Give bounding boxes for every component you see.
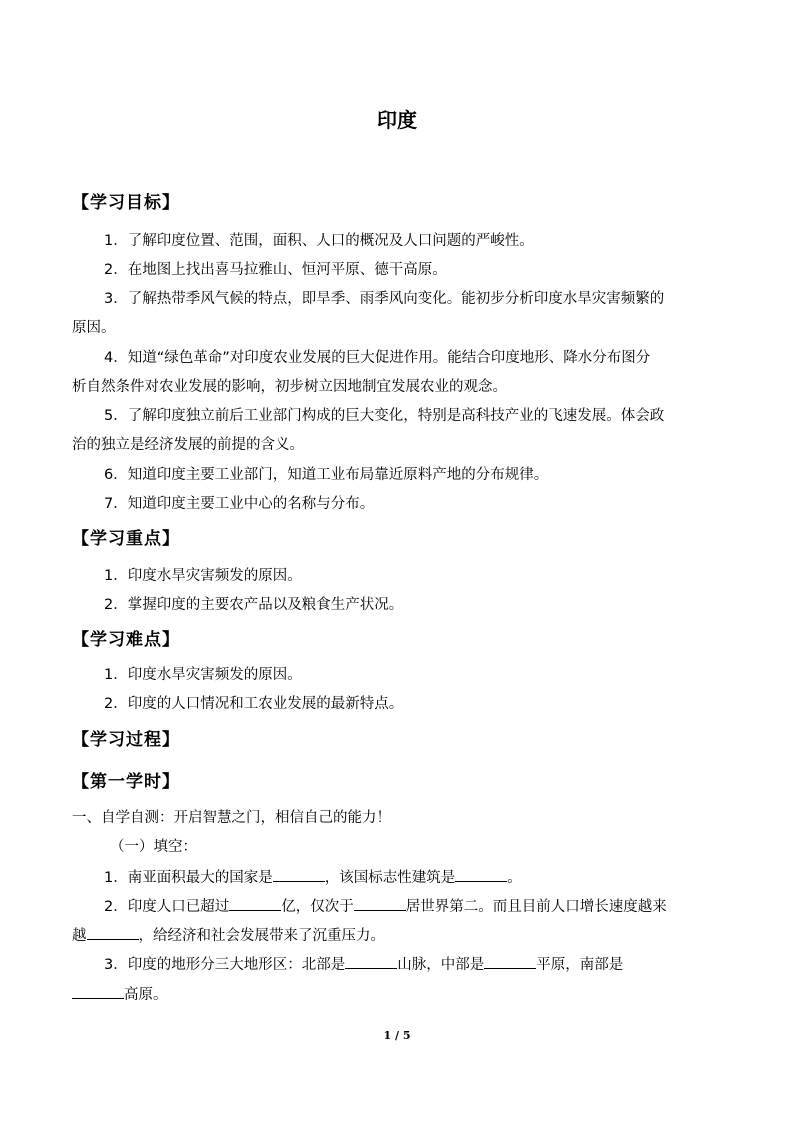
blank-field[interactable] <box>229 895 281 911</box>
fill-blank-subheading: （一）填空： <box>110 839 197 855</box>
self-test-heading: 一、自学自测：开启智慧之门，相信自己的能力！ <box>72 810 391 826</box>
blank-field[interactable] <box>87 924 139 940</box>
section-heading-difficult: 【学习难点】 <box>72 630 180 650</box>
section-heading-process: 【学习过程】 <box>72 730 180 750</box>
blank-field[interactable] <box>354 895 406 911</box>
question-3 <box>104 953 623 975</box>
blank-field[interactable] <box>72 983 124 999</box>
blank-field[interactable] <box>484 953 536 969</box>
goal-line: 1．了解印度位置、范围，面积、人口的概况及人口问题的严峻性。 <box>104 233 534 249</box>
q2-text-d: 越 <box>72 928 87 944</box>
blank-field[interactable] <box>345 953 397 969</box>
q1-text-b: ，该国标志性建筑是 <box>324 870 456 886</box>
goal-line: 治的独立是经济发展的前提的含义。 <box>72 437 304 453</box>
question-1 <box>104 866 522 888</box>
goal-line: 4．知道“绿色革命”对印度农业发展的巨大促进作用。能结合印度地形、降水分布图分 <box>104 350 651 366</box>
q2-text-a: 2．印度人口已超过 <box>104 899 230 915</box>
section-heading-lesson1: 【第一学时】 <box>72 772 180 792</box>
key-point-line: 1．印度水旱灾害频发的原因。 <box>104 568 302 584</box>
goal-line: 原因。 <box>72 320 116 336</box>
q2-text-b: 亿，仅次于 <box>281 899 354 915</box>
q3-text-c: 平原，南部是 <box>536 957 624 973</box>
goal-line: 析自然条件对农业发展的影响，初步树立因地制宜发展农业的观念。 <box>72 379 507 395</box>
q1-text-a: 1．南亚面积最大的国家是 <box>104 870 273 886</box>
q3-text-b: 山脉，中部是 <box>397 957 485 973</box>
question-2 <box>104 895 667 917</box>
blank-field[interactable] <box>455 866 507 882</box>
q2-text-c: 居世界第二。而且目前人口增长速度越来 <box>405 899 667 915</box>
goal-line: 7．知道印度主要工业中心的名称与分布。 <box>104 496 375 512</box>
goal-line: 5．了解印度独立前后工业部门构成的巨大变化，特别是高科技产业的飞速发展。体会政 <box>104 408 665 424</box>
key-point-line: 2．掌握印度的主要农产品以及粮食生产状况。 <box>104 597 404 613</box>
goal-line: 2．在地图上找出喜马拉雅山、恒河平原、德干高原。 <box>104 262 447 278</box>
section-heading-key: 【学习重点】 <box>72 529 180 549</box>
difficult-point-line: 2．印度的人口情况和工农业发展的最新特点。 <box>104 696 404 712</box>
q3-text-a: 3．印度的地形分三大地形区：北部是 <box>104 957 346 973</box>
q3-text-e: 高原。 <box>124 987 168 1003</box>
q2-text-e: ，给经济和社会发展带来了沉重压力。 <box>138 928 385 944</box>
goal-line: 6．知道印度主要工业部门，知道工业布局靠近原料产地的分布规律。 <box>104 467 549 483</box>
blank-field[interactable] <box>273 866 325 882</box>
question-3-cont <box>72 983 168 1005</box>
question-2-cont <box>72 924 385 946</box>
page-number: 1 / 5 <box>383 1029 411 1042</box>
page-title: 印度 <box>377 108 417 132</box>
q1-text-c: 。 <box>507 870 522 886</box>
difficult-point-line: 1．印度水旱灾害频发的原因。 <box>104 667 302 683</box>
goal-line: 3．了解热带季风气候的特点，即旱季、雨季风向变化。能初步分析印度水旱灾害频繁的 <box>104 291 665 307</box>
section-heading-goals: 【学习目标】 <box>72 193 180 213</box>
